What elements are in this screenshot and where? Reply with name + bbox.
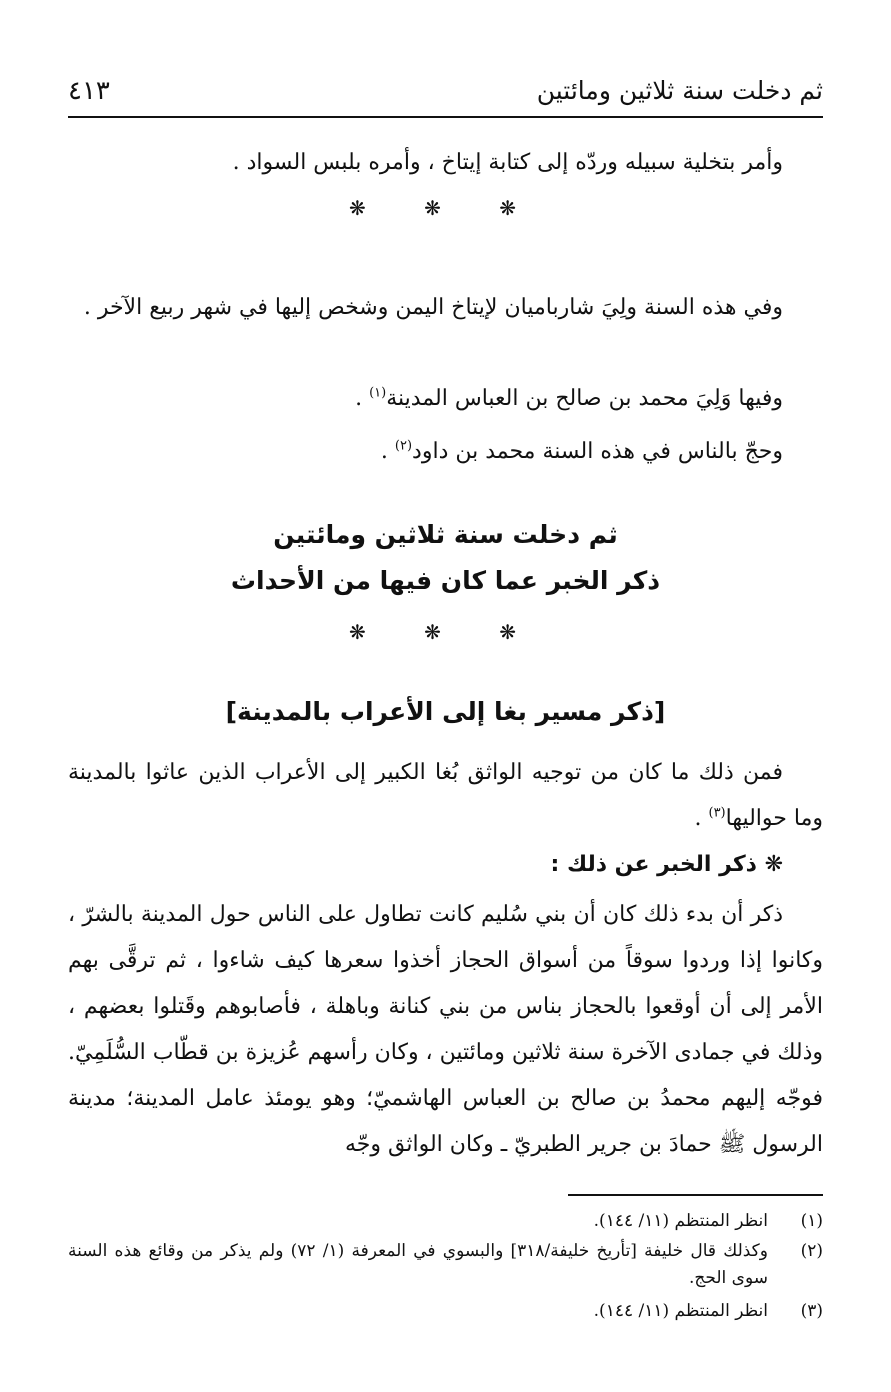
asterism-separator-2: ❋ ❋ ❋: [349, 620, 542, 644]
paragraph-3: [68, 376, 823, 422]
paragraph-4-text: وحجّ بالناس في هذه السنة محمد بن داود: [412, 439, 783, 464]
paragraph-3-text: وفيها وَلِيَ محمد بن صالح بن العباس المدينة: [386, 386, 783, 411]
paragraph-5-end: .: [694, 806, 709, 831]
page-number: ٤١٣: [68, 76, 110, 106]
paragraph-6: ذكر أن بدء ذلك كان أن بني سُليم كانت تطاول على الناس حول المدينة بالشرّ ، وكانوا إذا وردوا سوقاً من أسواق الحجاز أخذوا سعرها كيف شاءوا ، ثم ترقَّى بهم الأمر إلى أن أوقعوا بالحجاز بناس من بني كنانة وباهلة ، فأصابوهم وقَتلوا بعضهم ، وذلك في جمادى الآخرة سنة ثلاثين ومائتين ، وكان رأسهم عُزيزة بن قطّاب السُّلَمِيّ. فوجّه إليهم محمدُ بن صالح بن العباس الهاشميّ؛ وهو يومئذ عامل المدينة؛ مدينة الرسول ﷺ حمادَ بن جرير الطبريّ ـ وكان الواثق وجّه: [68, 902, 823, 1157]
paragraph-4: [68, 429, 823, 475]
footnote-2-number: (٢): [800, 1241, 823, 1261]
footnote-1: [68, 1208, 823, 1235]
paragraph-2: وفي هذه السنة ولِيَ شارباميان لإيتاخ اليمن وشخص إليها في شهر ربيع الآخر .: [83, 295, 783, 320]
footnote-3: [68, 1298, 823, 1325]
footnote-3-text: انظر المنتظم (١١/ ١٤٤).: [593, 1301, 768, 1321]
asterism-separator-1: ❋ ❋ ❋: [349, 196, 542, 220]
section-title: [ذكر مسير بغا إلى الأعراب بالمدينة]: [225, 697, 666, 726]
footnote-3-number: (٣): [800, 1301, 823, 1321]
chapter-subheading: ذكر الخبر عما كان فيها من الأحداث: [230, 566, 661, 595]
paragraph-5: [68, 750, 823, 842]
footnote-separator-rule: [568, 1194, 823, 1196]
footnote-1-text: انظر المنتظم (١١/ ١٤٤).: [593, 1211, 768, 1231]
sub-heading: [68, 842, 823, 888]
paragraph-3-end: .: [355, 386, 370, 411]
running-title: ثم دخلت سنة ثلاثين ومائتين: [536, 76, 823, 105]
footnote-ref-3[interactable]: (٣): [708, 805, 726, 821]
paragraph-1: وأمر بتخلية سبيله وردّه إلى كتابة إيتاخ ، وأمره بلبس السواد .: [232, 150, 783, 175]
paragraph-4-end: .: [380, 439, 395, 464]
footnote-ref-1[interactable]: (١): [369, 385, 387, 401]
footnote-1-number: (١): [800, 1211, 823, 1231]
footnote-ref-2[interactable]: (٢): [394, 438, 413, 454]
footnote-2-text: وكذلك قال خليفة [تأريخ خليفة/٣١٨] والبسوي في المعرفة (١/ ٧٢) ولم يذكر من وقائع هذه السنة سوى الحج.: [68, 1241, 768, 1288]
page-header: [68, 66, 823, 118]
paragraph-5-text: فمن ذلك ما كان من توجيه الواثق بُغا الكبير إلى الأعراب الذين عاثوا بالمدينة وما حواليها: [68, 760, 823, 831]
footnote-2: [68, 1238, 823, 1292]
chapter-heading: ثم دخلت سنة ثلاثين ومائتين: [273, 520, 618, 549]
sub-heading-text: ❋ ذكر الخبر عن ذلك :: [550, 852, 783, 877]
